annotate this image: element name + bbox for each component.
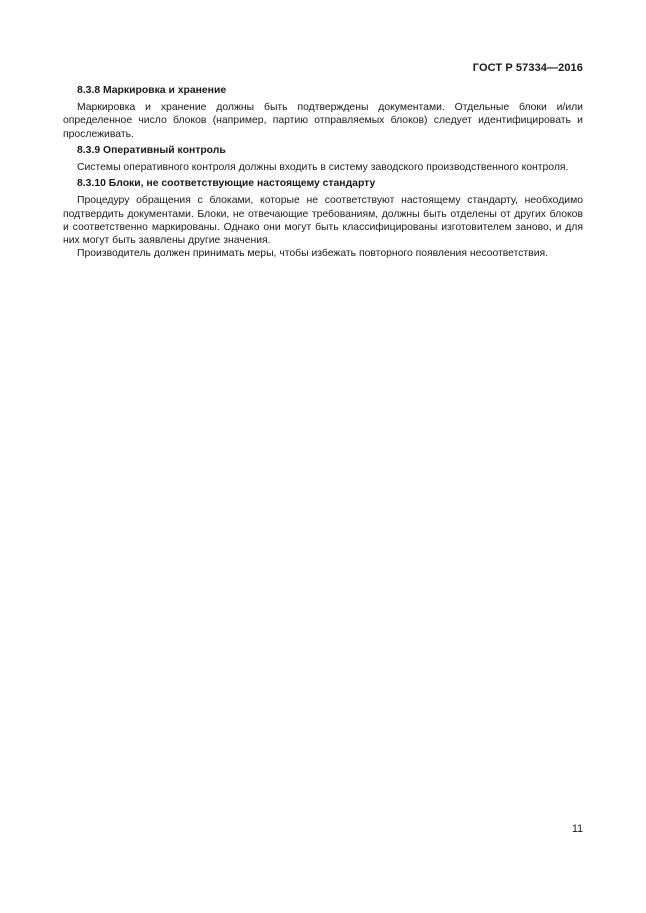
page-number: 11 (572, 823, 583, 835)
section-heading: 8.3.10 Блоки, не соответствующие настоящему стандарту (77, 178, 376, 190)
section-8-3-8 (63, 84, 583, 141)
document-code: ГОСТ Р 57334—2016 (472, 62, 583, 74)
paragraph: Производитель должен принимать меры, чтобы избежать повторного появления несоответствия. (77, 248, 549, 260)
section-8-3-10 (63, 177, 583, 260)
paragraph: Маркировка и хранение должны быть подтверждены документами. Отдельные блоки и/или определенное число блоков (например, партию отправляемых блоков) следует идентифицировать и прослеживать. (63, 102, 583, 140)
paragraph: Процедуру обращения с блоками, которые не соответствуют настоящему стандарту, необходимо подтвердить документами. Блоки, не отвечающие требованиям, должны быть отделены от других блоков и соответственно маркированы. Однако они могут быть классифицированы изготовителем заново, и для них могут быть заявлены другие значения. (63, 195, 583, 247)
section-heading: 8.3.9 Оперативный контроль (77, 144, 226, 156)
section-heading: 8.3.8 Маркировка и хранение (77, 85, 227, 96)
paragraph: Системы оперативного контроля должны входить в систему заводского производственного контроля. (77, 162, 569, 174)
document-body (63, 84, 583, 263)
section-8-3-9 (63, 144, 583, 174)
